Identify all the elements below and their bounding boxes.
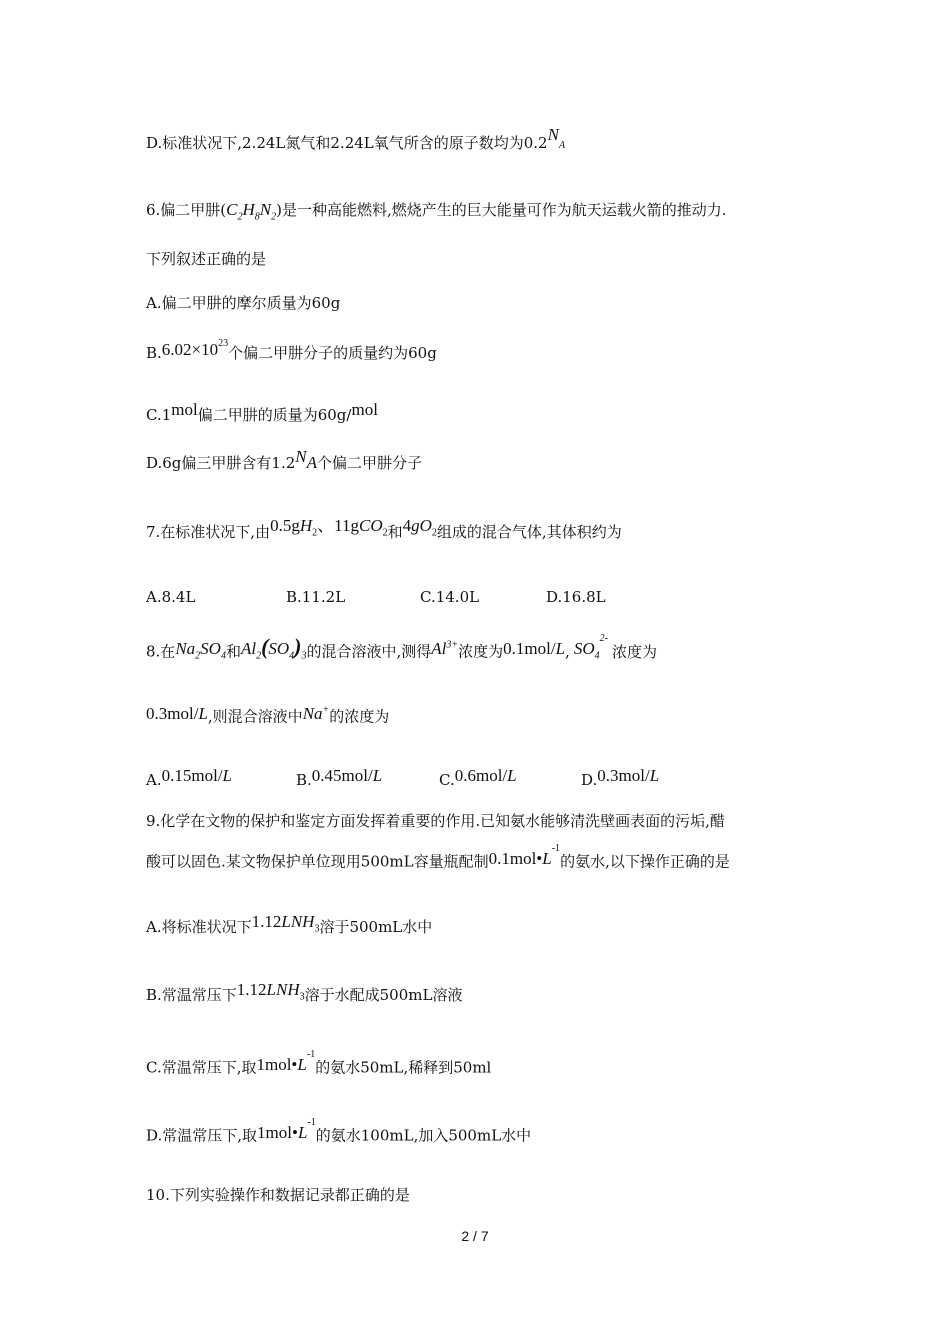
q8-option-d: D.0.3mol/L <box>581 766 660 789</box>
q6-formula: $C_2H_8N_2$ <box>226 200 277 223</box>
q7-option-a: A.8.4L <box>146 588 196 606</box>
q8-option-b: B.0.45mol/L <box>296 766 383 789</box>
q5-option-d <box>146 125 566 160</box>
q8-stem-line1: 8.在$Na_2SO_4$和$Al_2(SO_4)_3$的混合溶液中,测得$Al^{3+}$浓度为0.1mol/L, $SO_4^{2-}$浓度为 <box>146 633 657 662</box>
q7-option-d: D.16.8L <box>546 588 606 606</box>
q6-stem-line2: 下列叙述正确的是 <box>146 250 267 268</box>
q10-stem: 10.下列实验操作和数据记录都正确的是 <box>146 1186 410 1204</box>
q5-option-d-text: D.标准状况下,2.24L氮气和2.24L氧气所含的原子数均为0.2 <box>146 134 548 152</box>
q9-option-d: D.常温常压下,取$1mol•L^{-1}$的氨水100mL,加入500mL水中 <box>146 1117 532 1145</box>
q9-stem-line1: 9.化学在文物的保护和鉴定方面发挥着重要的作用.已知氨水能够清洗壁画表面的污垢,醋 <box>146 812 725 830</box>
q7-mixture: $0.5gH_2$、11gCO$_2$ <box>270 516 388 539</box>
page-number: 2 / 7 <box>461 1228 489 1244</box>
q6-stem-line1: 6.偏二甲肼$(C_2H_8N_2)$是一种高能燃料,燃烧产生的巨大能量可作为航天运载火箭的推动力. <box>146 200 727 223</box>
q7-option-b: B.11.2L <box>286 588 346 606</box>
avogadro-symbol: $N_A$ <box>547 125 566 152</box>
q8-option-c: C.0.6mol/L <box>439 766 517 789</box>
q6-option-b: $B.6.02\times 10^{23}$个偏二甲肼分子的质量约为60g <box>146 338 437 362</box>
q6-option-d: D.6g偏三甲肼含有$1.2N_A$个偏二甲肼分子 <box>146 447 423 472</box>
q9-stem-line2: 酸可以固色.某文物保护单位现用500mL容量瓶配制$0.1mol•L^{-1}$的氨水,以下操作正确的是 <box>146 843 730 871</box>
q7-option-c: C.14.0L <box>420 588 480 606</box>
q9-option-c: C.常温常压下,取$1mol•L^{-1}$的氨水50mL,稀释到50ml <box>146 1049 492 1077</box>
q8-option-a: A.0.15mol/L <box>146 766 233 789</box>
q9-option-a: A.将标准状况下$1.12LNH_3$溶于500mL水中 <box>146 912 433 936</box>
q6-option-c: C.1mol偏二甲肼的质量为60g/mol <box>146 400 378 424</box>
q6-option-a: A.偏二甲肼的摩尔质量为60g <box>146 294 341 312</box>
q8-stem-line2: 0.3mol/L,则混合溶液中Na+的浓度为 <box>146 703 390 726</box>
q9-option-b: B.常温常压下$1.12LNH_3$溶于水配成500mL溶液 <box>146 980 463 1004</box>
q7-stem: 7.在标准状况下,由$0.5gH_2$、11gCO$_2$和$4gO_2$组成的混合气体,其体积约为 <box>146 516 622 541</box>
